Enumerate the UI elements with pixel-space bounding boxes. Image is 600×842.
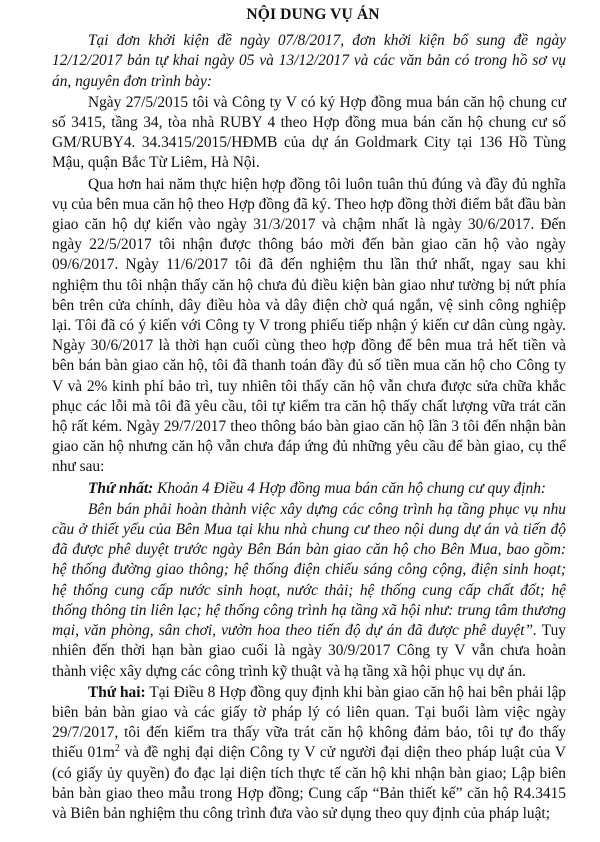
- second-label: Thứ hai:: [88, 683, 146, 701]
- paragraph-second-point: [52, 683, 566, 824]
- superscript-two: 2: [114, 743, 120, 755]
- paragraph-contract: Ngày 27/5/2015 tôi và Công ty V có ký Hợp đồng mua bán căn hộ chung cư số 3415, tầng 34, tòa nhà RUBY 4 theo Hợp đồng mua bán căn hộ chung cư số GM/RUBY4. 34.3415/2015/HĐMB của dự án Goldmark City tại 136 Hồ Tùng Mậu, quận Bắc Từ Liêm, Hà Nội.: [52, 93, 566, 172]
- document-title: NỘI DUNG VỤ ÁN: [246, 6, 380, 23]
- second-text-b: và đề nghị đại diện Công ty V cử người đại diện theo pháp luật của V (có giấy ủy quyền) đo đạc lại diện tích thực tế căn hộ khi nhận bàn giao; Lập biên bản bàn giao theo mẫu trong Hợp đồng; Cung cấp “Bản thiết kế” căn hộ R4.3415 và Biên bản nghiệm thu công trình đưa vào sử dụng theo quy định của pháp luật;: [52, 744, 566, 822]
- quote-text: Bên bán phải hoàn thành việc xây dựng các công trình hạ tầng phục vụ nhu cầu ở thiết yếu của Bên Mua tại khu nhà chung cư theo nội dung dự án và tiến độ đã được phê duyệt trước ngày Bên Bán bàn giao căn hộ cho Bên Mua, bao gồm: hệ thống đường giao thông; hệ thống điện chiếu sáng công cộng, điện sinh hoạt; hệ thống cung cấp nước sinh hoạt, nước thải; hệ thống cung cấp chất đốt; hệ thống thông tin liên lạc; hệ thống công trình hạ tầng xã hội như: trung tâm thương mại, văn phòng, sân chơi, vườn hoa theo tiến độ dự án đã được phê duyệt”.: [52, 500, 566, 640]
- intro-paragraph: Tại đơn khởi kiện đề ngày 07/8/2017, đơn khởi kiện bổ sung đề ngày 12/12/2017 bản tự khai ngày 05 và 13/12/2017 và các văn bản có trong hồ sơ vụ án, nguyên đơn trình bày:: [52, 32, 566, 90]
- paragraph-history: Qua hơn hai năm thực hiện hợp đồng tôi luôn tuân thủ đúng và đầy đủ nghĩa vụ của bên mua căn hộ theo Hợp đồng đã ký. Theo hợp đồng thời điểm bắt đầu bàn giao căn hộ dự kiến vào ngày 31/3/2017 và chậm nhất là ngày 30/6/2017. Đến ngày 22/5/2017 tôi nhận được thông báo mời đến bàn giao căn hộ vào ngày 09/6/2017. Ngày 11/6/2017 tôi đã đến nghiệm thu lần thứ nhất, ngay sau khi nghiệm thu tôi nhận thấy căn hộ chưa đủ điều kiện bàn giao như tường bị nứt phía bên trên cửa chính, dây điều hòa và dây điện chờ quá ngắn, vệ sinh công nghiệp lại. Tôi đã có ý kiến với Công ty V trong phiếu tiếp nhận ý kiến cư dân cùng ngày. Ngày 30/6/2017 là thời hạn cuối cùng theo hợp đồng để bên mua trả hết tiền và bên bán bàn giao căn hộ, tôi đã thanh toán đầy đủ số tiền mua căn hộ cho Công ty V và 2% kinh phí bảo trì, tuy nhiên tôi thấy căn hộ vẫn chưa được sửa chữa khắc phục các lỗi mà tôi đã yêu cầu, tôi tự kiểm tra căn hộ thấy chất lượng vữa trát căn hộ rất kém. Ngày 29/7/2017 theo thông báo bàn giao căn hộ lần 3 tôi đến nhận bàn giao căn hộ nhưng căn hộ vẫn chưa đáp ứng đủ những yêu cầu để bàn giao, cụ thể như sau:: [52, 175, 566, 476]
- first-label: Thứ nhất:: [88, 479, 154, 497]
- paragraph-first-point: [52, 479, 566, 499]
- second-text-a: Tại Điều 8 Hợp đồng quy định khi bàn giao căn hộ hai bên phải lập biên bản bàn giao và các giấy tờ pháp lý có liên quan. Tại buổi làm việc ngày 29/7/2017, tôi đến kiểm tra thấy vữa trát căn hộ không đảm bảo, tôi tự đo thấy thiếu 01m: [52, 683, 566, 762]
- first-text: Khoản 4 Điều 4 Hợp đồng mua bán căn hộ chung cư quy định:: [157, 479, 547, 497]
- paragraph-quote: [52, 500, 566, 682]
- quote-tail: Tuy nhiên đến thời hạn bàn giao cuối là ngày 30/9/2017 Công ty V vẫn chưa hoàn thành việc xây dựng các công trình kỹ thuật và hạ tầng xã hội phục vụ dự án.: [52, 622, 566, 680]
